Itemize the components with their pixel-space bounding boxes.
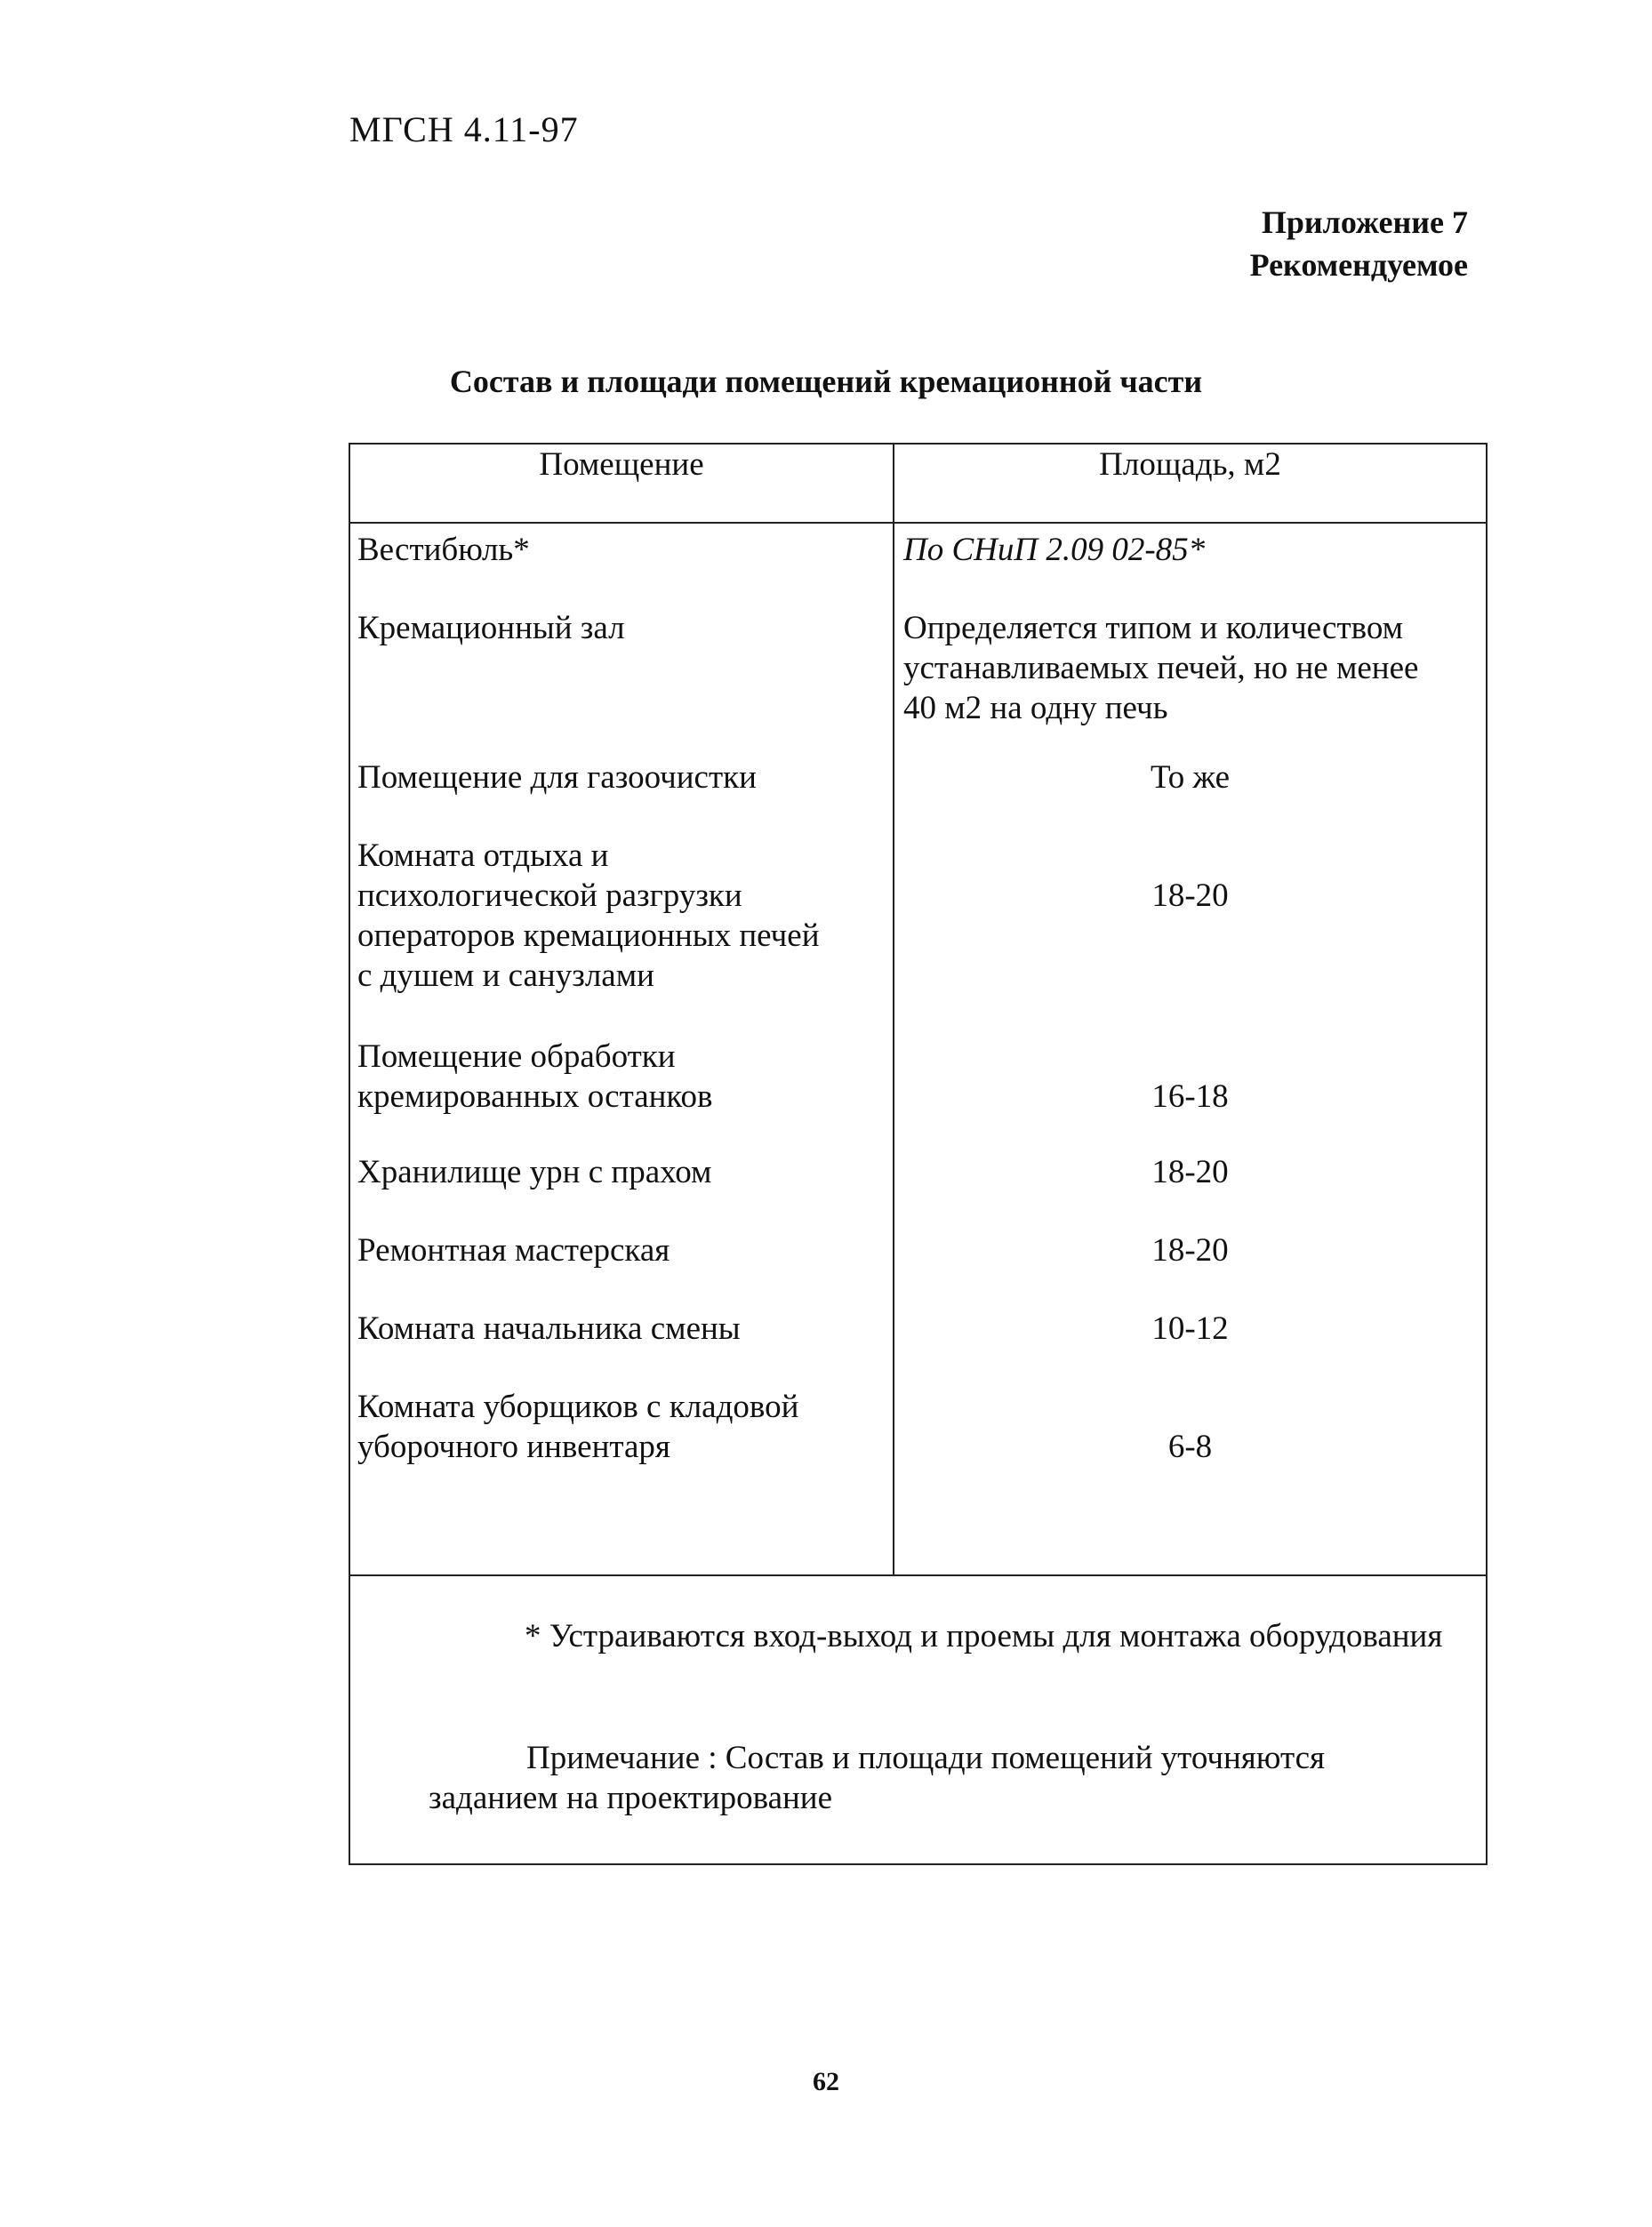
column-header-area: Площадь, м2 [1099,446,1281,483]
header-divider [349,522,1488,524]
table-row-area: 16-18 [1151,1078,1229,1115]
table-row-room: Вестибюль* [357,532,530,568]
table-row-area: 10-12 [1151,1310,1229,1347]
table-row-area: 18-20 [1151,1232,1229,1269]
column-divider [893,443,894,1575]
table-row-area: 18-20 [1151,877,1229,914]
table-row-room: Ремонтная мастерская [357,1232,670,1269]
table-row-room: Помещение обработки кремированных останков [357,1038,713,1115]
table-row-area: 18-20 [1151,1154,1229,1190]
column-header-room: Помещение [539,446,704,483]
page-number: 62 [813,2067,839,2096]
table-footnote: * Устраиваются вход-выход и проемы для монтажа оборудования [525,1618,1443,1654]
table-row-room: Комната начальника смены [357,1310,741,1347]
table-row-area: Определяется типом и количеством устанавливаемых печей, но не менее 40 м2 на одну печь [903,610,1419,726]
appendix-label [1250,201,1468,286]
table-row-room: Помещение для газоочистки [357,759,757,796]
table-row-room: Комната уборщиков с кладовой уборочного инвентаря [357,1389,799,1465]
table-row-room: Хранилище урн с прахом [357,1154,712,1190]
table-row-room: Комната отдыха и психологической разгрузки операторов кремационных печей с душем и санузлами [357,837,820,994]
table-row-area: 6-8 [1167,1429,1213,1465]
table-row-area: То же [1150,759,1231,796]
appendix-number: Приложение 7 [1261,204,1468,240]
table-note: Примечание : Состав и площади помещений уточняются заданием на проектирование [429,1740,1326,1816]
appendix-status: Рекомендуемое [1249,247,1468,283]
table-title: Состав и площади помещений кремационной части [449,364,1203,399]
table-row-room: Кремационный зал [357,610,625,646]
table-row-area: По СНиП 2.09 02-85* [903,532,1206,568]
document-code: МГСН 4.11-97 [349,109,579,149]
notes-divider [349,1574,1488,1576]
